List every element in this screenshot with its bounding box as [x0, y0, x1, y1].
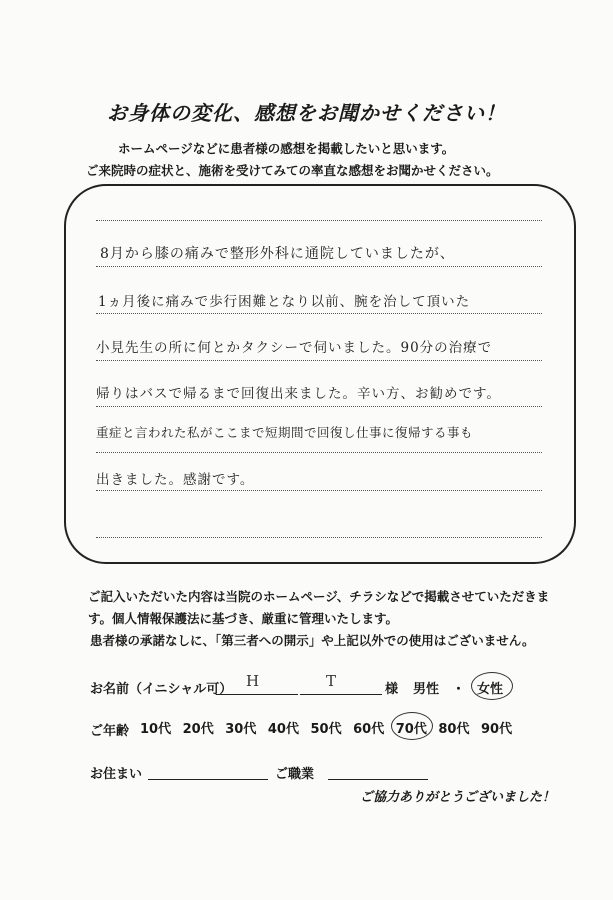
- testimonial-line: 帰りはバスで帰るまで回復出来ました。辛い方、お勧めです。: [96, 386, 501, 402]
- testimonial-line: 小見先生の所に何とかタクシーで伺いました。90分の治療で: [96, 340, 493, 356]
- address-label: お住まい: [90, 767, 143, 782]
- age-option[interactable]: 40代: [267, 722, 299, 737]
- notice-line-1: ご記入いただいた内容は当院のホームページ、チラシなどで掲載させていただきま: [88, 589, 550, 604]
- testimonial-line: 出きました。感謝です。: [96, 472, 255, 488]
- testimonial-line: 1ヵ月後に痛みで歩行困難となり以前、腕を治して頂いた: [98, 294, 471, 310]
- name-underline-2: [300, 694, 382, 695]
- writing-rule: [96, 406, 542, 407]
- intro-line-1: ホームページなどに患者様の感想を掲載したいと思います。: [118, 141, 455, 156]
- honorific-label: 様: [385, 682, 399, 697]
- gender-separator: ・: [452, 682, 466, 697]
- age-option[interactable]: 80代: [438, 722, 470, 737]
- testimonial-box: [64, 184, 576, 564]
- writing-rule: [96, 220, 542, 221]
- testimonial-line: 重症と言われた私がここまで短期間で回復し仕事に復帰する事も: [96, 425, 474, 440]
- age-option[interactable]: 30代: [225, 722, 257, 737]
- writing-rule: [96, 266, 542, 267]
- gender-male-option[interactable]: 男性: [413, 682, 440, 697]
- age-option[interactable]: 50代: [310, 722, 342, 737]
- notice-line-3: 患者様の承諾なしに、「第三者への開示」や上記以外での使用はございません。: [90, 633, 535, 648]
- name-label: お名前（イニシャル可）: [90, 682, 233, 697]
- occupation-field[interactable]: [328, 779, 428, 780]
- testimonial-line: 8月から膝の痛みで整形外科に通院していましたが、: [100, 246, 455, 262]
- occupation-label: ご職業: [275, 767, 315, 782]
- age-options: [140, 718, 519, 737]
- writing-rule: [96, 452, 542, 453]
- address-field[interactable]: [148, 779, 268, 780]
- gender-female-label: 女性: [477, 678, 503, 697]
- writing-rule: [96, 537, 542, 538]
- closing-thanks: ご協力ありがとうございました！: [360, 790, 556, 805]
- age-option[interactable]: 60代: [353, 722, 385, 737]
- writing-rule: [96, 360, 542, 361]
- age-option[interactable]: 90代: [481, 722, 513, 737]
- name-underline-1: [216, 694, 298, 695]
- form-title: お身体の変化、感想をお聞かせください！: [107, 101, 506, 125]
- writing-rule: [96, 313, 542, 314]
- age-option-selected[interactable]: 70代: [396, 718, 427, 737]
- gender-female-option[interactable]: [477, 678, 503, 697]
- age-option[interactable]: 20代: [182, 722, 214, 737]
- intro-line-2: ご来院時の症状と、施術を受けてみての率直な感想をお聞かせください。: [86, 163, 499, 178]
- writing-rule: [96, 490, 542, 491]
- name-initial-2[interactable]: T: [326, 672, 337, 690]
- notice-line-2: す。個人情報保護法に基づき、厳重に管理いたします。: [88, 611, 399, 626]
- name-initial-1[interactable]: H: [246, 672, 260, 690]
- age-option[interactable]: 10代: [140, 722, 172, 737]
- age-label: ご年齢: [90, 724, 130, 739]
